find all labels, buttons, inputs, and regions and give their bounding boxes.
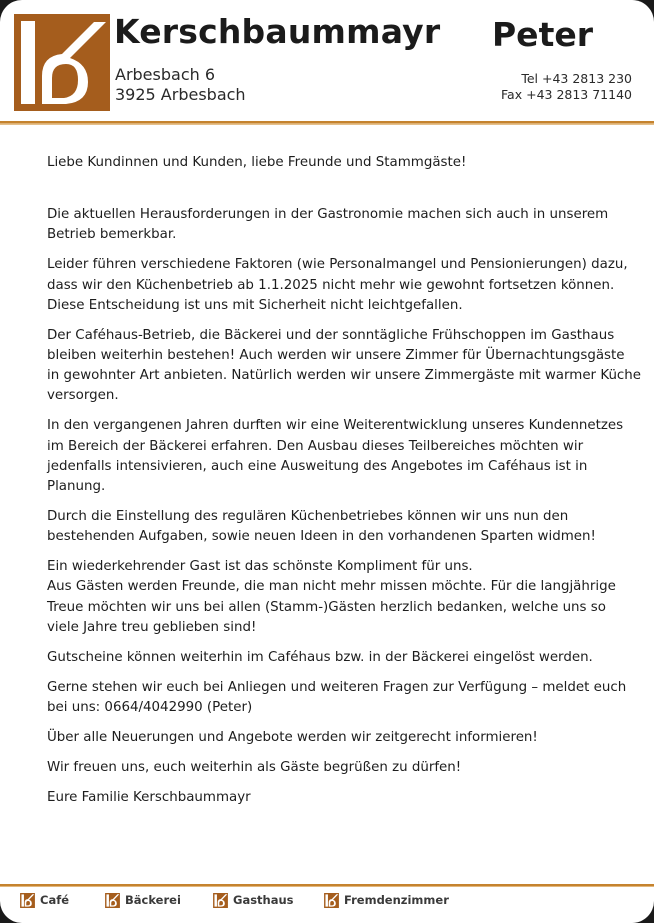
footer-item-gasthaus: [213, 892, 294, 908]
phone-number: Tel +43 2813 230: [521, 71, 632, 86]
letter-line: Der Caféhaus-Betrieb, die Bäckerei und der sonntägliche Frühschoppen im Gasthaus: [47, 327, 615, 343]
letter-body: [47, 153, 642, 818]
letter-line: In den vergangenen Jahren durften wir eine Weiterentwicklung unseres Kundennetzes: [47, 418, 624, 434]
footer-label-fremdenzimmer: Fremdenzimmer: [344, 893, 449, 907]
letter-paragraph: [47, 255, 632, 316]
letter-line: dass wir den Küchenbetrieb ab 1.1.2025 nicht mehr wie gewohnt fortsetzen können.: [47, 277, 615, 293]
letter-line: in gewohnter Art anbieten. Natürlich werden wir unsere Zimmergäste mit warmer Küche: [47, 368, 642, 384]
letter-line: jedenfalls intensivieren, auch eine Ausweitung des Angebotes im Caféhaus ist in: [47, 458, 588, 474]
letter-line: Eure Familie Kerschbaummayr: [47, 790, 251, 806]
footer-item-cafe: [20, 892, 69, 908]
fax-number: Fax +43 2813 71140: [501, 87, 632, 102]
letter-line: Leider führen verschiedene Faktoren (wie Personalmangel und Pensionierungen) dazu,: [47, 257, 628, 273]
letter-line: viele Jahre treu geblieben sind!: [47, 619, 257, 635]
letter-line: Betrieb bemerkbar.: [47, 227, 177, 243]
letter-paragraph: [47, 326, 642, 407]
letter-paragraph: [47, 728, 632, 748]
letter-line: Wir freuen uns, euch weiterhin als Gäste begrüßen zu dürfen!: [47, 760, 462, 776]
k-logo-icon: [20, 893, 35, 908]
footer-item-baeckerei: [105, 892, 181, 908]
letter-paragraph: [47, 416, 632, 497]
letter-line: Ein wiederkehrender Gast ist das schönste Kompliment für uns.: [47, 559, 473, 575]
letter-paragraph: [47, 205, 632, 245]
letter-line: Über alle Neuerungen und Angebote werden wir zeitgerecht informieren!: [47, 730, 538, 746]
letter-paragraph: [47, 557, 632, 638]
letter-line: Die aktuellen Herausforderungen in der Gastronomie machen sich auch in unserem: [47, 207, 609, 223]
footer-item-fremdenzimmer: [324, 892, 449, 908]
company-name: Kerschbaummayr: [114, 12, 441, 51]
letter-line: im Bereich der Bäckerei erfahren. Den Ausbau dieses Teilbereiches möchten wir: [47, 438, 584, 454]
footer-divider: [0, 884, 654, 887]
letter-paragraph: [47, 758, 632, 778]
k-logo-icon: [324, 893, 339, 908]
header-divider: [0, 121, 654, 125]
footer-label-baeckerei: Bäckerei: [125, 893, 181, 907]
contact-block: [501, 71, 632, 103]
footer-label-gasthaus: Gasthaus: [233, 893, 294, 907]
letter-paragraph: [47, 507, 632, 547]
footer-label-cafe: Café: [40, 893, 70, 907]
letter-greeting: Liebe Kundinnen und Kunden, liebe Freunde und Stammgäste!: [47, 155, 467, 170]
k-logo-icon: [14, 14, 110, 111]
letter-line: Durch die Einstellung des regulären Küchenbetriebes können wir uns nun den: [47, 509, 569, 525]
letter-line: Treue möchten wir uns bei allen (Stamm-)Gästen herzlich bedanken, welche uns so: [47, 599, 606, 615]
letter-line: bestehenden Aufgaben, sowie neuen Ideen in den vorhandenen Sparten widmen!: [47, 529, 596, 545]
k-logo-icon: [213, 893, 228, 908]
letter-line: bei uns: 0664/4042990 (Peter): [47, 700, 253, 716]
person-name: Peter: [492, 15, 593, 54]
address-block: [115, 65, 246, 105]
letter-paragraph: [47, 678, 632, 718]
letter-line: Aus Gästen werden Freunde, die man nicht mehr missen möchte. Für die langjährige: [47, 579, 616, 595]
letter-line: Gutscheine können weiterhin im Caféhaus bzw. in der Bäckerei eingelöst werden.: [47, 649, 593, 665]
k-logo-icon: [105, 893, 120, 908]
letter-paragraph: [47, 648, 632, 668]
letter-line: versorgen.: [47, 388, 119, 404]
letter-paragraph: [47, 788, 632, 808]
address-street: Arbesbach 6: [115, 65, 216, 84]
address-city: 3925 Arbesbach: [115, 85, 246, 104]
letter-line: Planung.: [47, 479, 106, 495]
letter-line: Diese Entscheidung ist uns mit Sicherheit nicht leichtgefallen.: [47, 297, 463, 313]
letter-line: Gerne stehen wir euch bei Anliegen und weiteren Fragen zur Verfügung – meldet euch: [47, 679, 627, 695]
letter-line: bleiben weiterhin bestehen! Auch werden wir unsere Zimmer für Übernachtungsgäste: [47, 348, 625, 364]
